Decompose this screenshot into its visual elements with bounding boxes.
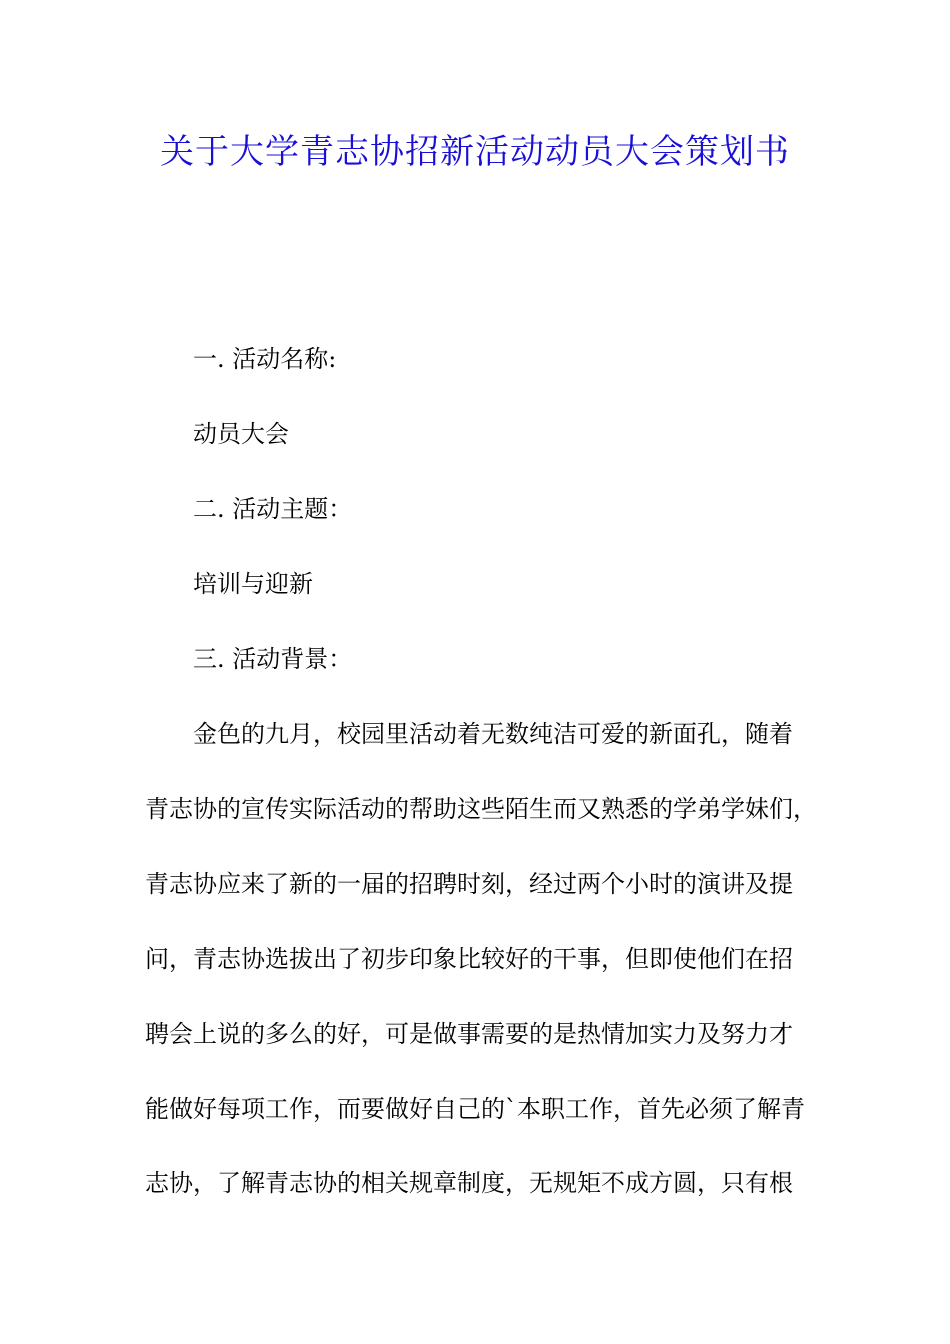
paragraph-line: 青志协应来了新的一届的招聘时刻，经过两个小时的演讲及提: [145, 870, 793, 898]
paragraph-line: 问，青志协选拔出了初步印象比较好的干事，但即使他们在招: [145, 945, 793, 973]
paragraph-line: 能做好每项工作，而要做好自己的`本职工作，首先必须了解青: [145, 1095, 805, 1123]
paragraph-line: 聘会上说的多么的好，可是做事需要的是热情加实力及努力才: [145, 1020, 793, 1048]
paragraph-line: 志协，了解青志协的相关规章制度，无规矩不成方圆，只有根: [145, 1169, 793, 1197]
paragraph-line: 青志协的宣传实际活动的帮助这些陌生而又熟悉的学弟学妹们，: [145, 795, 817, 823]
section-heading-activity-name: 一. 活动名称:: [193, 345, 337, 373]
paragraph-line: 金色的九月，校园里活动着无数纯洁可爱的新面孔，随着: [193, 720, 793, 748]
section-content-activity-theme: 培训与迎新: [193, 570, 313, 598]
section-heading-activity-background: 三. 活动背景：: [193, 645, 353, 673]
section-content-activity-name: 动员大会: [193, 420, 289, 448]
document-title: 关于大学青志协招新活动动员大会策划书: [160, 132, 790, 172]
section-heading-activity-theme: 二. 活动主题：: [193, 495, 353, 523]
